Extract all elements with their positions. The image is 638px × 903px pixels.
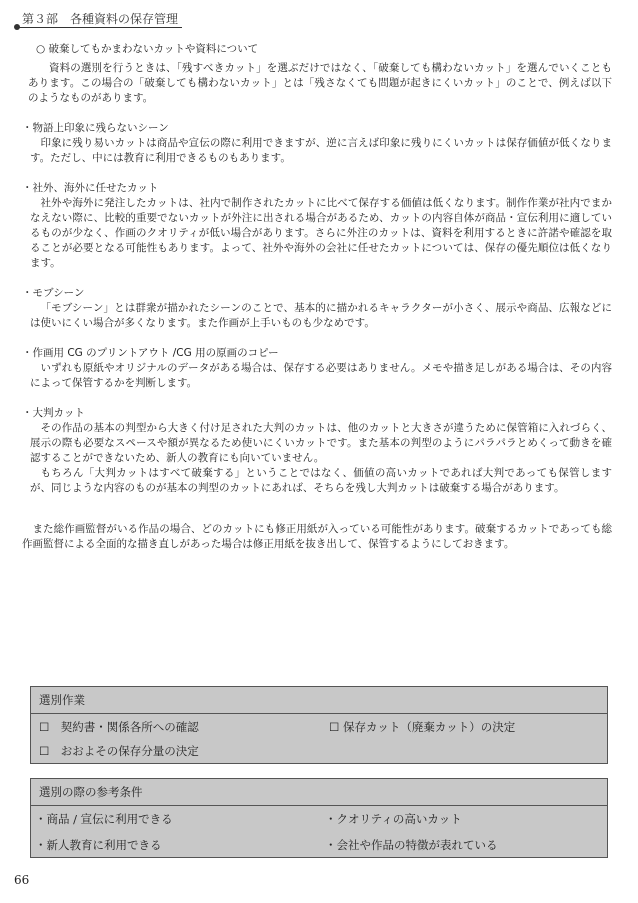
closing-paragraph: また総作画監督がいる作品の場合、どのカットにも修正用紙が入っている可能性があります。破棄するカットであっても総作画監督による全面的な描き直しがあった場合は修正用紙を抜き出して、保管するようにしておきます。: [22, 523, 612, 550]
item-body: もちろん「大判カットはすべて破棄する」ということではなく、価値の高いカットであれば大判であっても保管しますが、同じような内容のものが基本の判型のカットにあれば、そちらを残し大判カットは破棄する場合があります。: [30, 467, 612, 494]
list-item-cg-printout: [22, 346, 612, 391]
item-body: いずれも原紙やオリジナルのデータがある場合は、保存する必要はありません。メモや描き足しがある場合は、その内容によって保管するかを判断します。: [30, 362, 612, 389]
checklist-item-contract: ☐ 契約書・関係各所への確認: [39, 720, 199, 734]
list-item-mob-scene: [22, 286, 612, 331]
reference-conditions-box: [30, 778, 608, 858]
item-body: 社外や海外に発注したカットは、社内で制作されたカットに比べて保存する価値は低くなります。制作作業が社内でまかなえない際に、比較的重要でないカットが外注に出される場合があるため、カットの内容自体が商品・宣伝利用に適しているものが少なく、作画のクオリティが低い場合があります。さらに外注のカットは、資料を利用するときに許諾や確認を取ることが必要となる可能性もあります。よって、社外や海外の会社に任せたカットについては、保存の優先順位は低くなります。: [30, 197, 612, 269]
item-title: ・大判カット: [22, 407, 85, 419]
condition-item-quality: ・クオリティの高いカット: [325, 812, 462, 826]
checklist-item-volume: ☐ おおよその保存分量の決定: [39, 744, 199, 758]
condition-item-characteristics: ・会社や作品の特徴が表れている: [325, 838, 498, 852]
item-body: 印象に残り易いカットは商品や宣伝の際に利用できますが、逆に言えば印象に残りにくいカットは保存価値が低くなります。ただし、中には教育に利用できるものもあります。: [30, 137, 612, 164]
header-underline: [18, 27, 182, 28]
item-body: その作品の基本の判型から大きく付け足された大判のカットは、他のカットと大きさが違うために保管箱に入れづらく、展示の際も必要なスペースや額が異なるため使いにくいカットです。また基本の判型のようにパラパラとめくって動きを確認することができないため、新人の教育にも向いていません。: [30, 422, 612, 464]
condition-item-promo: ・商品 / 宣伝に利用できる: [35, 812, 173, 826]
item-title: ・社外、海外に任せたカット: [22, 182, 159, 194]
item-title: ・作画用 CG のプリントアウト /CG 用の原画のコピー: [22, 347, 279, 359]
checklist-item-keep-cut: ☐ 保存カット（廃棄カット）の決定: [329, 720, 516, 734]
section-lead: ○ 破棄してもかまわないカットや資料について: [36, 43, 259, 55]
page-header: [14, 10, 626, 32]
box-title: 選別作業: [39, 693, 85, 707]
page-number: 66: [14, 873, 30, 887]
list-item-large-format-cut: [22, 406, 612, 496]
item-body: 「モブシーン」とは群衆が描かれたシーンのことで、基本的に描かれるキャラクターが小さく、展示や商品、広報などには使いにくい場合が多くなります。また作画が上手いものも少なめです。: [30, 302, 612, 329]
intro-paragraph: 資料の選別を行うときは、「残すべきカット」を選ぶだけではなく、「破棄しても構わないカット」を選んでいくこともあります。この場合の「破棄しても構わないカット」とは「残さなくても問題が起きにくいカット」のことで、例えば以下のようなものがあります。: [28, 62, 612, 104]
condition-item-education: ・新人教育に利用できる: [35, 838, 162, 852]
list-item-outsourced-cut: [22, 181, 612, 271]
box-title: 選別の際の参考条件: [39, 785, 143, 799]
selection-work-box: [30, 686, 608, 764]
chapter-title: 第３部 各種資料の保存管理: [22, 12, 179, 26]
item-title: ・物語上印象に残らないシーン: [22, 122, 169, 134]
list-item-forgettable-scene: [22, 121, 612, 166]
main-content: [22, 42, 612, 552]
item-title: ・モブシーン: [22, 287, 85, 299]
